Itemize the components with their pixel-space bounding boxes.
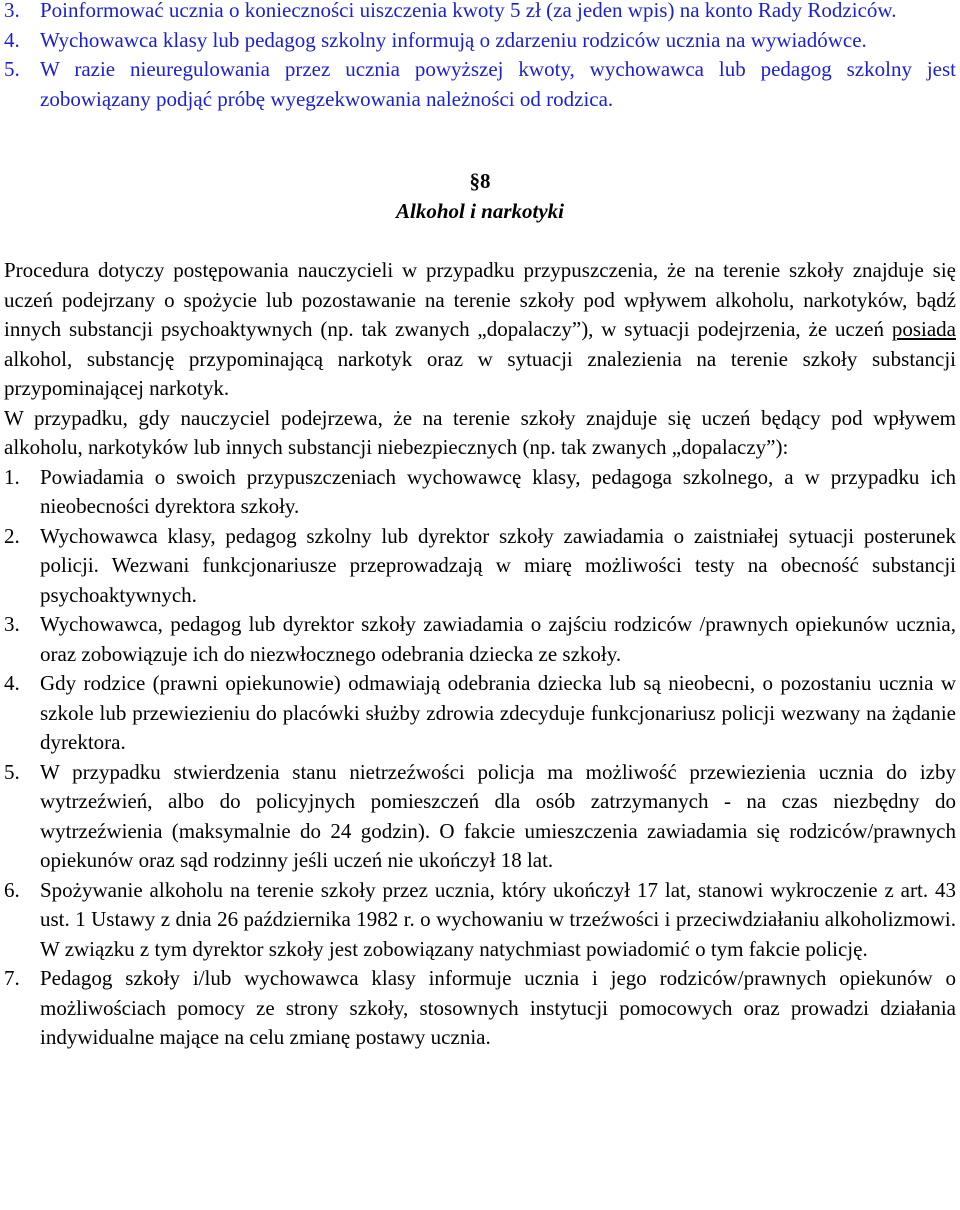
list-item-number: 1. [4, 464, 20, 489]
list-item-text: Spożywanie alkoholu na terenie szkoły przez ucznia, który ukończył 17 lat, stanowi wykroczenie z art. 43 ust. 1 Ustawy z dnia 26 października 1982 r. o wychowaniu w trzeźwości i przeciwdziałaniu alkoholizmowi. W związku z tym dyrektor szkoły jest zobowiązany natychmiast powiadomić o tym fakcie policję. [40, 877, 956, 961]
intro-text-part2: alkohol, substancję przypominającą narkotyk oraz w sytuacji znalezienia na terenie szkoły substancji przypominającej narkotyk. [4, 346, 956, 400]
procedure-numbered-list [4, 463, 956, 1053]
list-item [4, 0, 956, 26]
list-item-text: Wychowawca klasy, pedagog szkolny lub dyrektor szkoły zawiadamia o zaistniałej sytuacji posterunek policji. Wezwani funkcjonariusze przeprowadzają w miarę możliwości testy na obecność substancji psychoaktywnych. [40, 523, 956, 607]
section-number-heading: §8 [469, 169, 491, 193]
underlined-word: posiada [891, 317, 956, 341]
list-item-number: 6. [4, 877, 20, 902]
list-item [4, 758, 956, 876]
list-item-text: Powiadamia o swoich przypuszczeniach wychowawcę klasy, pedagoga szkolnego, a w przypadku ich nieobecności dyrektora szkoły. [40, 464, 956, 518]
list-item-text: Poinformować ucznia o konieczności uiszczenia kwoty 5 zł (za jeden wpis) na konto Rady Rodziców. [40, 0, 897, 22]
section-title: Alkohol i narkotyki [395, 199, 565, 223]
intro-text-part1: Procedura dotyczy postępowania nauczycieli w przypadku przypuszczenia, że na terenie szkoły znajduje się uczeń podejrzany o spożycie lub pozostawanie na terenie szkoły pod wpływem alkoholu, narkotyków, bądź innych substancji psychoaktywnych (np. tak zwanych „dopalaczy”), w sytuacji podejrzenia, że uczeń [4, 258, 956, 341]
list-item [4, 876, 956, 965]
list-item-number: 3. [4, 0, 20, 22]
list-item-number: 2. [4, 523, 20, 548]
list-item-text: W przypadku stwierdzenia stanu nietrzeźwości policja ma możliwość przewiezienia ucznia do izby wytrzeźwień, albo do policyjnych pomieszczeń dla osób zatrzymanych - na czas niezbędny do wytrzeźwienia (maksymalnie do 24 godzin). O fakcie umieszczenia zawiadamia się rodziców/prawnych opiekunów oraz sąd rodzinny jeśli uczeń nie ukończył 18 lat. [40, 759, 956, 872]
list-item-number: 5. [4, 759, 20, 784]
list-item-text: W razie nieuregulowania przez ucznia powyższej kwoty, wychowawca lub pedagog szkolny jest zobowiązany podjąć próbę wyegzekwowania należności od rodzica. [40, 57, 956, 111]
list-item [4, 964, 956, 1053]
list-item [4, 55, 956, 114]
list-item [4, 669, 956, 758]
list-item [4, 610, 956, 669]
list-item-number: 3. [4, 612, 20, 636]
list-item-text: Pedagog szkoły i/lub wychowawca klasy informuje ucznia i jego rodziców/prawnych opiekunów o możliwościach pomocy ze strony szkoły, stosownych instytucji pomocowych oraz prowadzi działania indywidualne mające na celu zmianę postawy ucznia. [40, 966, 956, 1049]
list-item [4, 26, 956, 56]
list-item [4, 463, 956, 522]
list-item-number: 5. [4, 57, 20, 81]
list-item-number: 7. [4, 966, 20, 990]
top-numbered-list [4, 0, 956, 114]
list-item-text: Wychowawca, pedagog lub dyrektor szkoły zawiadamia o zajściu rodziców /prawnych opiekunów ucznia, oraz zobowiązuje ich do niezwłocznego odebrania dziecka ze szkoły. [40, 612, 956, 666]
list-item-text: Wychowawca klasy lub pedagog szkolny informują o zdarzeniu rodziców ucznia na wywiadówce. [40, 27, 867, 52]
list-item [4, 522, 956, 611]
list-item-text: Gdy rodzice (prawni opiekunowie) odmawiają odebrania dziecka lub są nieobecni, o pozostaniu ucznia w szkole lub przewiezieniu do placówki służby zdrowia zdecyduje funkcjonariusz policji wezwany na żądanie dyrektora. [40, 671, 956, 754]
list-item-number: 4. [4, 671, 20, 695]
list-item-number: 4. [4, 27, 20, 52]
intro-section [4, 256, 956, 463]
intro-paragraph-2: W przypadku, gdy nauczyciel podejrzewa, że na terenie szkoły znajduje się uczeń będący pod wpływem alkoholu, narkotyków lub innych substancji niebezpiecznych (np. tak zwanych „dopalaczy”): [4, 405, 956, 459]
intro-paragraph [4, 256, 956, 404]
